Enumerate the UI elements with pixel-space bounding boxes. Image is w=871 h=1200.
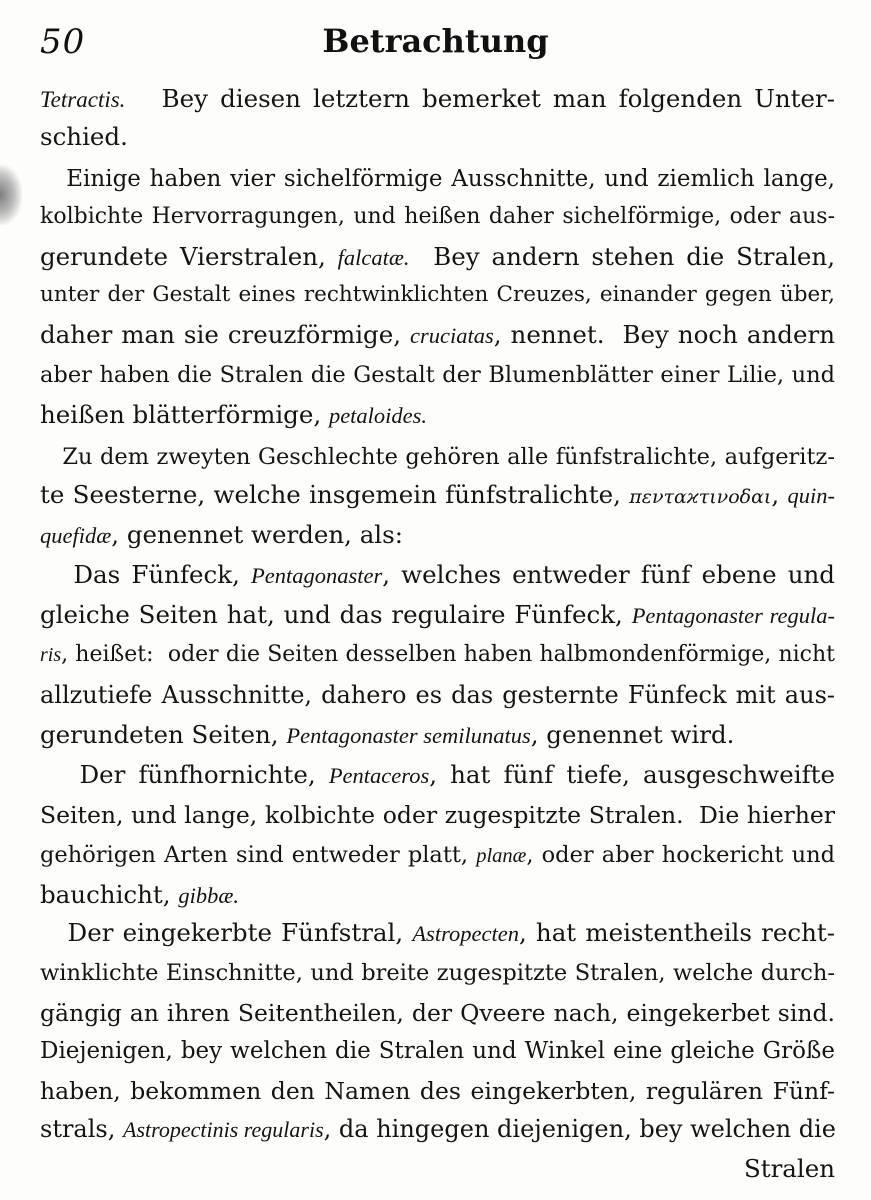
text-segment: Seiten, und lange, kolbichte oder zugespitzte Stralen. Die hierher bbox=[40, 801, 835, 829]
text-segment: bauchicht, bbox=[40, 880, 179, 909]
margin-note: Tetractis. bbox=[40, 87, 126, 112]
text-segment: gehörigen Arten sind entweder platt, bbox=[40, 842, 477, 868]
text-line bbox=[40, 1032, 835, 1070]
latin-term: quefidæ bbox=[40, 523, 112, 548]
text-line bbox=[40, 118, 835, 156]
latin-term: Pentagonaster semilunatus bbox=[286, 723, 531, 748]
text-line bbox=[40, 396, 835, 434]
text-segment: Stralen bbox=[743, 1154, 835, 1183]
greek-term: πενταϰτινοδαι bbox=[629, 486, 772, 508]
text-segment: , genennet werden, als: bbox=[111, 520, 403, 549]
latin-term: ris bbox=[40, 644, 62, 666]
text-line bbox=[40, 636, 835, 674]
latin-term: falcatæ. bbox=[337, 245, 410, 270]
text-segment: kolbichte Hervorragungen, und heißen daher sichelförmige, oder aus- bbox=[40, 204, 835, 229]
text-segment: Bey andern stehen die Stralen, bbox=[409, 242, 835, 271]
text-line bbox=[40, 954, 835, 992]
text-line bbox=[40, 356, 835, 394]
page-number: 50 bbox=[40, 22, 86, 62]
latin-term: Astropectinis regularis bbox=[123, 1117, 324, 1142]
latin-term: Pentaceros bbox=[328, 763, 430, 788]
text-segment: , genennet wird. bbox=[530, 720, 735, 749]
text-segment: , bbox=[771, 480, 788, 509]
text-segment: , hat meistentheils recht- bbox=[518, 918, 835, 947]
ink-blot bbox=[0, 165, 22, 225]
text-segment: Diejenigen, bey welchen die Stralen und Winkel eine gleiche Größe bbox=[40, 1038, 835, 1064]
text-segment: Das Fünfeck, bbox=[40, 560, 251, 589]
text-line bbox=[40, 316, 835, 354]
latin-term: gibbæ. bbox=[178, 883, 239, 908]
latin-term: Pentagonaster bbox=[251, 563, 383, 588]
text-segment: schied. bbox=[40, 122, 128, 151]
text-segment: Der eingekerbte Fünfstral, bbox=[40, 918, 413, 947]
text-segment: daher man sie creuzförmige, bbox=[40, 320, 411, 349]
text-line bbox=[40, 198, 835, 236]
text-segment: , nennet. Bey noch andern bbox=[493, 320, 835, 349]
latin-term: Pentagonaster regula- bbox=[631, 603, 835, 628]
text-segment: , heißet: oder die Seiten desselben haben halbmondenförmige, nicht bbox=[61, 642, 835, 667]
text-line bbox=[40, 516, 835, 554]
text-segment: heißen blätterförmige, bbox=[40, 400, 329, 429]
text-segment: , hat fünf tiefe, ausgeschweifte bbox=[429, 760, 835, 789]
text-segment: gerundete Vierstralen, bbox=[40, 242, 338, 271]
text-segment: Bey diesen letztern bemerket man folgenden Unter- bbox=[125, 84, 835, 113]
text-line bbox=[40, 796, 835, 834]
text-segment: haben, bekommen den Namen des eingekerbten, regulären Fünf- bbox=[40, 1077, 835, 1105]
text-segment: unter der Gestalt eines rechtwinklichten Creuzes, einander gegen über, bbox=[40, 282, 835, 307]
text-segment: te Seesterne, welche insgemein fünfstralichte, bbox=[40, 480, 630, 509]
latin-term: planæ bbox=[476, 845, 527, 867]
text-line bbox=[40, 876, 835, 914]
text-line bbox=[40, 276, 835, 314]
text-segment: Zu dem zweyten Geschlechte gehören alle fünfstralichte, aufgeritz- bbox=[40, 444, 835, 470]
text-line bbox=[40, 994, 835, 1032]
text-line bbox=[40, 836, 835, 874]
latin-term: cruciatas bbox=[410, 323, 494, 348]
text-line bbox=[40, 1110, 835, 1148]
text-segment: aber haben die Stralen die Gestalt der Blumenblätter einer Lilie, und bbox=[40, 362, 835, 388]
text-line bbox=[40, 676, 835, 714]
running-head: Betrachtung bbox=[322, 22, 549, 60]
text-line bbox=[40, 914, 835, 952]
text-line bbox=[40, 1150, 835, 1188]
text-segment: gängig an ihren Seitentheilen, der Qveere nach, eingekerbet sind. bbox=[40, 999, 835, 1027]
text-segment: , da hingegen diejenigen, bey welchen die bbox=[323, 1115, 836, 1143]
text-line bbox=[40, 438, 835, 476]
text-segment: winklichte Einschnitte, und breite zugespitzte Stralen, welche durch- bbox=[40, 960, 835, 986]
text-line bbox=[40, 596, 835, 634]
latin-term: petaloides. bbox=[328, 403, 428, 428]
latin-term: Astropecten bbox=[412, 921, 519, 946]
text-line bbox=[40, 160, 835, 198]
text-line bbox=[40, 476, 835, 514]
latin-term: quin- bbox=[787, 483, 835, 508]
text-line bbox=[40, 716, 835, 754]
text-line bbox=[40, 238, 835, 276]
text-segment: Der fünfhornichte, bbox=[40, 760, 329, 789]
text-segment: , oder aber hockericht und bbox=[526, 842, 835, 868]
text-line bbox=[40, 556, 835, 594]
text-segment: Einige haben vier sichelförmige Ausschnitte, und ziemlich lange, bbox=[40, 166, 835, 192]
text-segment: gleiche Seiten hat, und das regulaire Fünfeck, bbox=[40, 600, 632, 629]
text-segment: gerundeten Seiten, bbox=[40, 720, 287, 749]
text-segment: allzutiefe Ausschnitte, dahero es das gesternte Fünfeck mit aus- bbox=[40, 681, 835, 709]
text-line bbox=[40, 80, 835, 118]
text-segment: strals, bbox=[40, 1115, 123, 1143]
text-line bbox=[40, 1072, 835, 1110]
text-segment: , welches entweder fünf ebene und bbox=[382, 560, 835, 589]
text-line bbox=[40, 756, 835, 794]
